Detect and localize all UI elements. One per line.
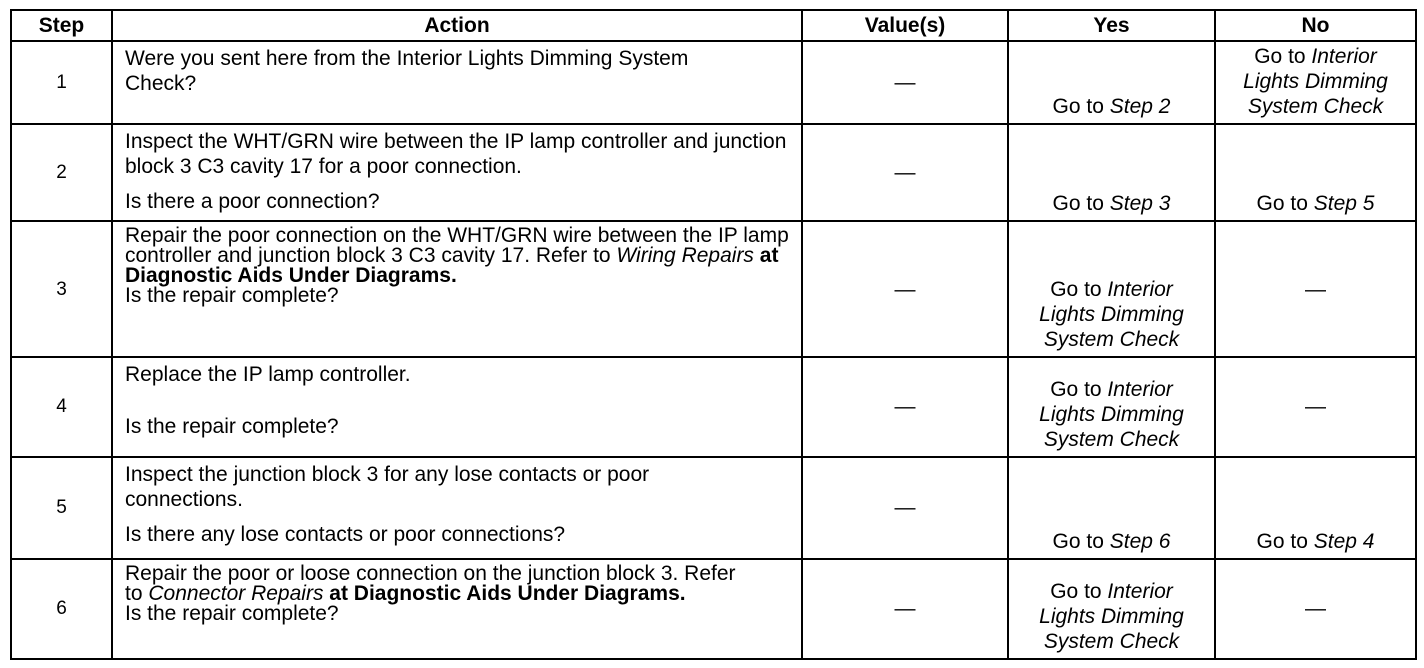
header-step: Step bbox=[11, 10, 112, 41]
action-text: Replace the IP lamp controller. bbox=[125, 362, 411, 386]
action-text: Inspect the WHT/GRN wire between the IP lamp controller and junction block 3 C3 cavity 17 for a poor connection. bbox=[125, 130, 787, 178]
action-cell bbox=[112, 221, 802, 356]
action-question: Is the repair complete? bbox=[125, 414, 339, 438]
yes-target: Interior Lights Dimming System Check bbox=[1039, 580, 1184, 653]
action-text-pre: Repair the poor or loose connection on the junction block 3. Refer to bbox=[125, 561, 736, 605]
no-cell bbox=[1215, 124, 1416, 221]
no-cell: — bbox=[1215, 357, 1416, 457]
connector-repairs-ref: Connector Repairs bbox=[148, 581, 324, 605]
value-cell: — bbox=[802, 457, 1008, 558]
action-question: Is there a poor connection? bbox=[125, 190, 380, 213]
no-prefix: Go to bbox=[1254, 45, 1312, 68]
header-action: Action bbox=[112, 10, 802, 41]
yes-cell bbox=[1008, 457, 1215, 558]
yes-prefix: Go to bbox=[1052, 529, 1110, 553]
action-text: Were you sent here from the Interior Lights Dimming System Check? bbox=[125, 47, 689, 95]
no-cell: — bbox=[1215, 559, 1416, 659]
yes-target: Interior Lights Dimming System Check bbox=[1039, 378, 1184, 452]
action-question: Is the repair complete? bbox=[125, 601, 339, 625]
action-question: Is there any lose contacts or poor connections? bbox=[125, 523, 566, 547]
no-prefix: Go to bbox=[1256, 529, 1314, 553]
yes-prefix: Go to bbox=[1050, 277, 1108, 301]
yes-target: Step 6 bbox=[1109, 529, 1171, 553]
table-row bbox=[11, 41, 1416, 124]
no-cell bbox=[1215, 41, 1416, 124]
table-row bbox=[11, 357, 1416, 457]
yes-prefix: Go to bbox=[1050, 378, 1108, 402]
value-cell: — bbox=[802, 221, 1008, 356]
table-row bbox=[11, 559, 1416, 659]
action-cell bbox=[112, 357, 802, 457]
action-cell bbox=[112, 457, 802, 558]
step-number: 1 bbox=[11, 41, 112, 124]
yes-cell bbox=[1008, 41, 1215, 124]
value-cell: — bbox=[802, 124, 1008, 221]
no-target: Interior Lights Dimming System Check bbox=[1243, 45, 1388, 118]
yes-cell bbox=[1008, 124, 1215, 221]
action-cell bbox=[112, 559, 802, 659]
yes-cell bbox=[1008, 357, 1215, 457]
action-text: Inspect the junction block 3 for any lose contacts or poor connections. bbox=[125, 463, 650, 512]
wiring-repairs-ref: Wiring Repairs bbox=[616, 244, 754, 268]
yes-cell bbox=[1008, 559, 1215, 659]
action-text-post: at Diagnostic Aids Under Diagrams. bbox=[125, 244, 779, 288]
header-values: Value(s) bbox=[802, 10, 1008, 41]
value-cell: — bbox=[802, 357, 1008, 457]
action-cell bbox=[112, 124, 802, 221]
step-number: 6 bbox=[11, 559, 112, 659]
action-text bbox=[125, 226, 791, 286]
header-yes: Yes bbox=[1008, 10, 1215, 41]
table-row bbox=[11, 124, 1416, 221]
value-cell: — bbox=[802, 559, 1008, 659]
table-row bbox=[11, 221, 1416, 356]
value-cell: — bbox=[802, 41, 1008, 124]
step-number: 3 bbox=[11, 221, 112, 356]
yes-cell bbox=[1008, 221, 1215, 356]
action-text bbox=[125, 561, 745, 605]
diagnostic-table bbox=[10, 9, 1417, 660]
no-cell: — bbox=[1215, 221, 1416, 356]
step-number: 5 bbox=[11, 457, 112, 558]
action-text-pre: Repair the poor connection on the WHT/GRN wire between the IP lamp controller and junction block 3 C3 cavity 17. Refer to bbox=[125, 224, 789, 268]
header-row bbox=[11, 10, 1416, 41]
no-cell bbox=[1215, 457, 1416, 558]
step-number: 4 bbox=[11, 357, 112, 457]
action-text-post: at Diagnostic Aids Under Diagrams. bbox=[323, 581, 686, 605]
yes-prefix: Go to bbox=[1052, 192, 1110, 216]
action-question: Is the repair complete? bbox=[125, 284, 339, 308]
yes-target: Step 2 bbox=[1109, 95, 1171, 118]
yes-target: Step 3 bbox=[1109, 192, 1171, 216]
no-target: Step 5 bbox=[1313, 192, 1375, 216]
action-cell bbox=[112, 41, 802, 124]
step-number: 2 bbox=[11, 124, 112, 221]
table-row bbox=[11, 457, 1416, 558]
no-prefix: Go to bbox=[1256, 192, 1314, 216]
no-target: Step 4 bbox=[1313, 529, 1375, 553]
header-no: No bbox=[1215, 10, 1416, 41]
yes-target: Interior Lights Dimming System Check bbox=[1039, 277, 1184, 351]
yes-prefix: Go to bbox=[1050, 580, 1108, 603]
yes-prefix: Go to bbox=[1052, 95, 1110, 118]
